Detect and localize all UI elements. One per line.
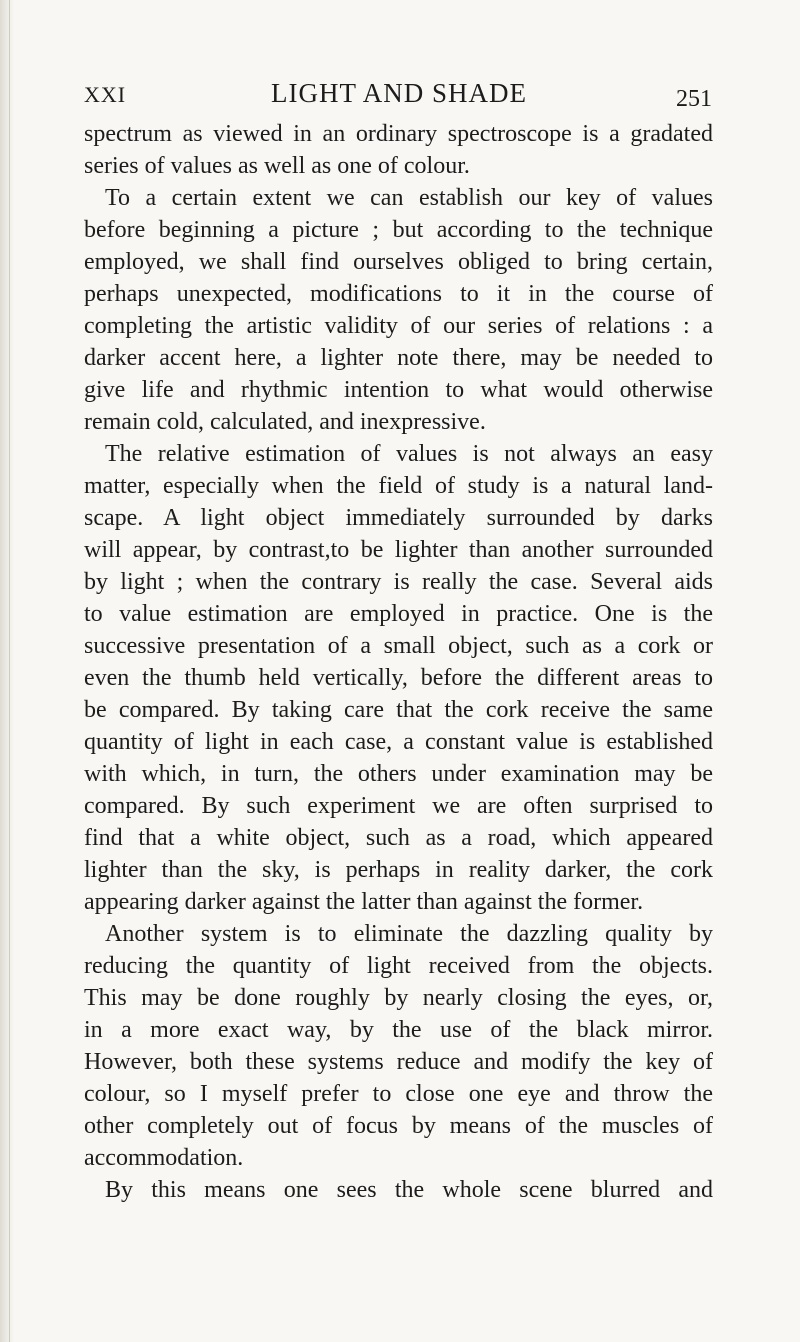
text-line: series of values as well as one of colour. (84, 153, 470, 179)
text-line: with which, in turn, the others under examination may be (84, 761, 713, 787)
text-line: matter, especially when the field of study is a natural land- (84, 473, 713, 499)
text-line: lighter than the sky, is perhaps in reality darker, the cork (84, 857, 713, 883)
text-line: appearing darker against the latter than against the former. (84, 889, 644, 915)
chapter-number: XXI (84, 82, 127, 107)
page-number: 251 (676, 86, 712, 112)
text-line: be compared. By taking care that the cork receive the same (84, 697, 713, 723)
text-line: Another system is to eliminate the dazzling quality by (105, 921, 713, 947)
text-line: other completely out of focus by means of the muscles of (84, 1113, 713, 1139)
text-line: completing the artistic validity of our series of relations : a (84, 313, 713, 339)
text-line: employed, we shall find ourselves obliged to bring certain, (84, 249, 713, 275)
running-title: LIGHT AND SHADE (271, 78, 527, 108)
page-edge-shadow (0, 0, 14, 1342)
running-head (84, 78, 714, 118)
text-line: successive presentation of a small object, such as a cork or (84, 633, 713, 659)
text-line: compared. By such experiment we are often surprised to (84, 793, 713, 819)
text-line: spectrum as viewed in an ordinary spectroscope is a gradated (84, 121, 713, 147)
text-line: in a more exact way, by the use of the black mirror. (84, 1017, 713, 1043)
text-line: darker accent here, a lighter note there, may be needed to (84, 345, 713, 371)
text-line: quantity of light in each case, a constant value is established (84, 729, 713, 755)
text-line: give life and rhythmic intention to what would otherwise (84, 377, 713, 403)
text-line: to value estimation are employed in practice. One is the (84, 601, 713, 627)
text-line: By this means one sees the whole scene blurred and (105, 1177, 713, 1203)
text-line: However, both these systems reduce and modify the key of (84, 1049, 713, 1075)
text-line: accommodation. (84, 1145, 244, 1171)
text-line: even the thumb held vertically, before the different areas to (84, 665, 713, 691)
text-line: This may be done roughly by nearly closing the eyes, or, (84, 985, 713, 1011)
text-line: scape. A light object immediately surrounded by darks (84, 505, 713, 531)
text-line: find that a white object, such as a road, which appeared (84, 825, 713, 851)
page-edge-line (9, 0, 10, 1342)
text-line: remain cold, calculated, and inexpressive. (84, 409, 486, 435)
text-line: The relative estimation of values is not always an easy (105, 441, 713, 467)
text-line: To a certain extent we can establish our key of values (105, 185, 713, 211)
text-line: perhaps unexpected, modifications to it in the course of (84, 281, 713, 307)
text-line: reducing the quantity of light received from the objects. (84, 953, 713, 979)
text-line: before beginning a picture ; but according to the technique (84, 217, 713, 243)
text-line: by light ; when the contrary is really the case. Several aids (84, 569, 713, 595)
text-line: colour, so I myself prefer to close one eye and throw the (84, 1081, 713, 1107)
body-text (84, 118, 713, 1206)
text-line: will appear, by contrast,to be lighter than another surrounded (84, 537, 713, 563)
